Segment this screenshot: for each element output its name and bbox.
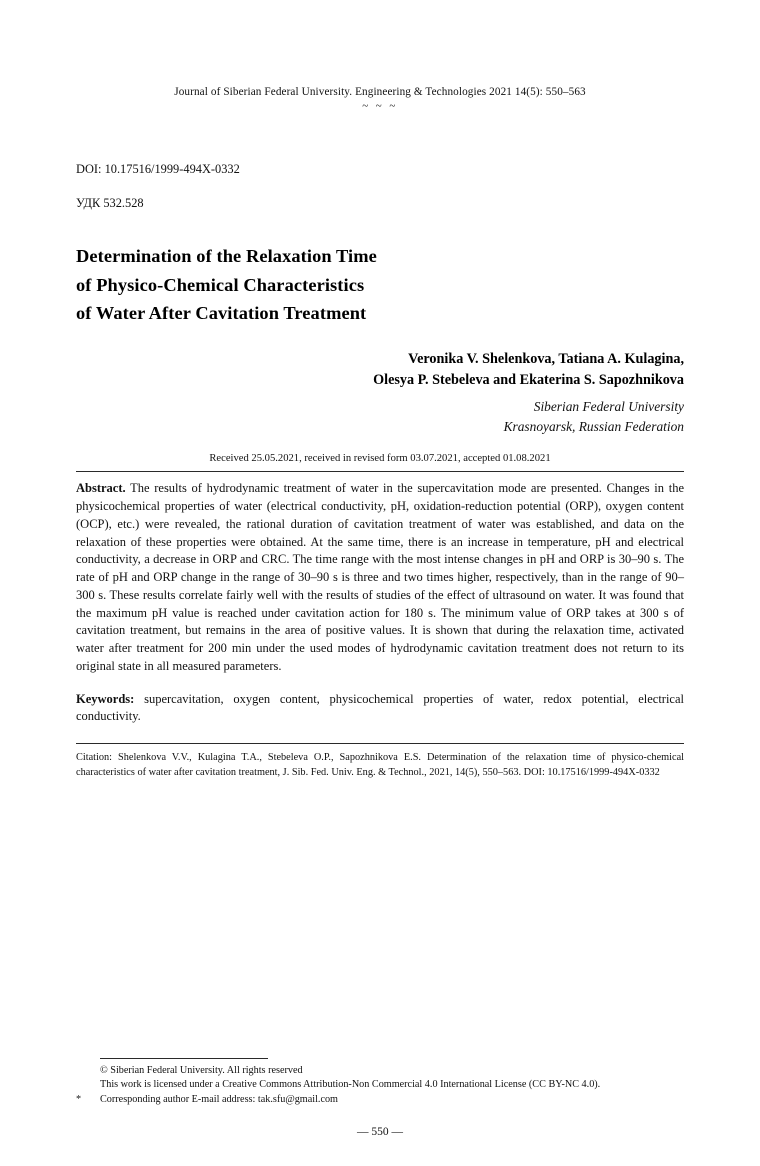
abstract-label: Abstract.: [76, 481, 126, 496]
page-title: [76, 242, 684, 328]
copyright-line: © Siberian Federal University. All rights reserved: [100, 1064, 303, 1076]
author-line-2: Olesya P. Stebeleva and Ekaterina S. Sapozhnikova: [373, 371, 684, 388]
citation-line-3: DOI: 10.17516/1999-494X-0332: [523, 766, 660, 778]
keywords-text: supercavitation, oxygen content, physicochemical properties of water, redox potential, electrical conductivity.: [76, 691, 684, 724]
submission-dates: Received 25.05.2021, received in revised form 03.07.2021, accepted 01.08.2021: [209, 453, 551, 465]
udk-line: УДК 532.528: [76, 196, 144, 210]
affiliation-location: Krasnoyarsk, Russian Federation: [503, 419, 684, 435]
author-list: [76, 349, 684, 392]
corresponding-author-line: [76, 1093, 684, 1108]
citation-line-1: Citation: Shelenkova V.V., Kulagina T.A., Stebeleva O.P., Sapozhnikova E.S. Determination of the relaxation time of: [76, 752, 606, 764]
ornament-divider: ~ ~ ~: [362, 100, 398, 112]
footer-divider: [100, 1058, 268, 1059]
keywords-label: Keywords:: [76, 691, 135, 706]
title-line-2: of Physico-Chemical Characteristics: [76, 274, 365, 295]
page-number: — 550 —: [357, 1126, 403, 1138]
divider-above-citation: [76, 743, 684, 744]
citation-line-2: physico-chemical characteristics of water after cavitation treatment, J. Sib. Fed. Univ. Eng. & Technol., 2021, 14(5), 550–563.: [76, 752, 685, 778]
affiliation-institution: Siberian Federal University: [533, 399, 684, 415]
paper-page: [0, 86, 760, 1166]
license-line: This work is licensed under a Creative Commons Attribution-Non Commercial 4.0 International License (CC BY-NC 4.0).: [100, 1079, 601, 1091]
title-line-3: of Water After Cavitation Treatment: [76, 303, 367, 324]
journal-running-head: Journal of Siberian Federal University. Engineering & Technologies 2021 14(5): 550–563: [174, 86, 586, 98]
abstract-paragraph: [76, 480, 684, 675]
author-line-1: Veronika V. Shelenkova, Tatiana A. Kulagina,: [408, 350, 684, 367]
divider-above-abstract: [76, 471, 684, 472]
keywords-paragraph: [76, 691, 684, 727]
citation-block: [76, 751, 684, 780]
abstract-text: The results of hydrodynamic treatment of water in the supercavitation mode are presented. Changes in the physicochemical properties of water (electrical conductivity, pH, oxidation-reduction potential (ORP), oxygen content (OCP), etc.) were revealed, the rational duration of cavitation treatment of water was established, and data on the relaxation of these properties were obtained. At the same time, there is an increase in temperature, pH and electrical conductivity, a decrease in ORP and CRC. The time range with the most intense changes in pH and ORP is 30–90 s. The rate of pH and ORP change in the range of 30–90 s is three and two times higher, respectively, than in the range of 90–300 s. These results correlate fairly well with the results of studies of the effect of ultrasound on water. It was found that the maximum pH value is reached under cavitation action for 180 s. The minimum value of ORP takes at 300 s of cavitation treatment, but remains in the area of positive values. It is shown that during the relaxation time, activated water after treatment for 200 min under the used modes of hydrodynamic cavitation treatment does not return to its original state in all measured parameters.: [76, 481, 684, 673]
doi-line: DOI: 10.17516/1999-494X-0332: [76, 162, 240, 176]
title-line-1: Determination of the Relaxation Time: [76, 246, 377, 266]
footnote-star: *: [76, 1094, 82, 1106]
corresponding-author-email: Corresponding author E-mail address: tak.sfu@gmail.com: [100, 1094, 338, 1106]
page-footer: [76, 1058, 684, 1108]
affiliation: [76, 397, 684, 437]
